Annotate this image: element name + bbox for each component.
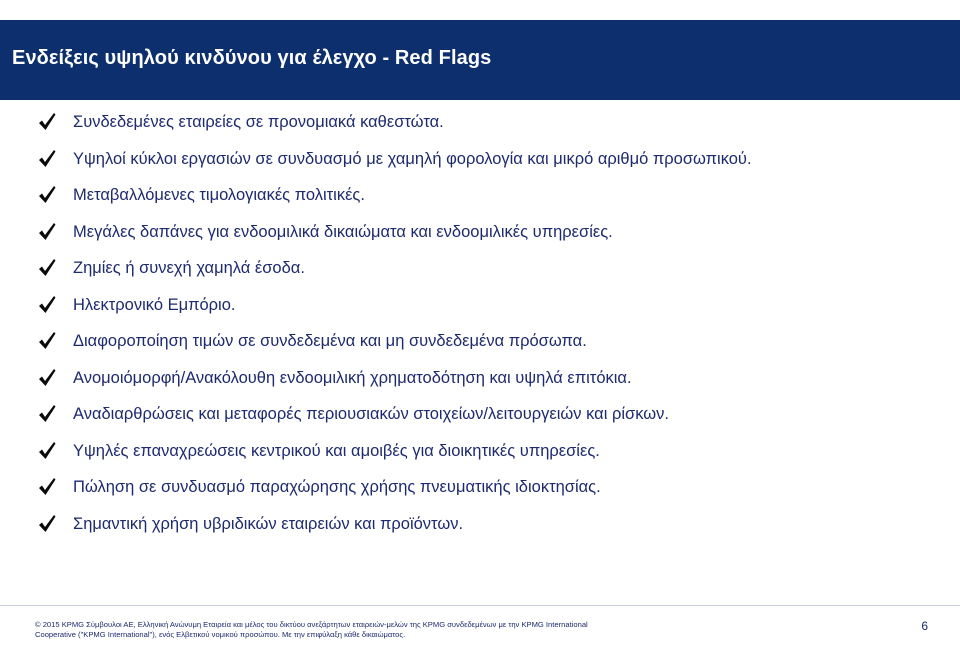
- bullet-text: Υψηλοί κύκλοι εργασιών σε συνδυασμό με χαμηλή φορολογία και μικρό αριθμό προσωπικού.: [73, 149, 752, 168]
- page-number: 6: [921, 619, 928, 633]
- bullet-text: Υψηλές επαναχρεώσεις κεντρικού και αμοιβές για διοικητικές υπηρεσίες.: [73, 441, 600, 460]
- bullet-item: [0, 112, 960, 148]
- footer-line-2: Cooperative ("KPMG International"), ενός Ελβετικού νομικού προσώπου. Με την επιφύλαξη κάθε δικαιώματος.: [35, 630, 406, 639]
- bullet-text: Μεταβαλλόμενες τιμολογιακές πολιτικές.: [73, 186, 365, 204]
- footer-line-1: © 2015 KPMG Σύμβουλοι ΑΕ, Ελληνική Ανώνυμη Εταιρεία και μέλος του δικτύου ανεξάρτητων εταιρειών-μελών της KPMG συνδεδεμένων με την KPMG International: [35, 620, 588, 629]
- bullet-text: Σημαντική χρήση υβριδικών εταιρειών και προϊόντων.: [73, 514, 464, 533]
- bullet-text: Διαφοροποίηση τιμών σε συνδεδεμένα και μη συνδεδεμένα πρόσωπα.: [73, 332, 587, 350]
- checkmark-icon: [38, 258, 56, 278]
- bullet-text: Συνδεδεμένες εταιρείες σε προνομιακά καθεστώτα.: [73, 113, 444, 131]
- bullet-item: [0, 295, 960, 331]
- checkmark-icon: [38, 404, 56, 424]
- bullet-item: [0, 514, 960, 550]
- bullet-item: [0, 222, 960, 258]
- checkmark-icon: [38, 222, 56, 242]
- bullet-item: [0, 404, 960, 440]
- bullet-text: Αναδιαρθρώσεις και μεταφορές περιουσιακών στοιχείων/λειτουργειών και ρίσκων.: [73, 405, 669, 423]
- bullet-text: Πώληση σε συνδυασμό παραχώρησης χρήσης πνευματικής ιδιοκτησίας.: [73, 478, 601, 496]
- bullet-text: Ανομοιόμορφή/Ανακόλουθη ενδοομιλική χρηματοδότηση και υψηλά επιτόκια.: [73, 368, 632, 387]
- bullet-item: [0, 331, 960, 367]
- title-bar: [0, 20, 960, 100]
- checkmark-icon: [38, 149, 56, 169]
- bullet-item: [0, 477, 960, 513]
- checkmark-icon: [38, 477, 56, 497]
- checkmark-icon: [38, 514, 56, 534]
- slide-title: Ενδείξεις υψηλού κινδύνου για έλεγχο - Red Flags: [12, 46, 492, 69]
- bullet-text: Ζημίες ή συνεχή χαμηλά έσοδα.: [73, 259, 305, 277]
- bullet-item: [0, 185, 960, 221]
- bullet-item: [0, 258, 960, 294]
- bullet-text: Μεγάλες δαπάνες για ενδοομιλικά δικαιώματα και ενδοομιλικές υπηρεσίες.: [73, 222, 613, 241]
- footer-divider: [0, 605, 960, 606]
- bullet-text: Ηλεκτρονικό Εμπόριο.: [73, 295, 236, 314]
- checkmark-icon: [38, 112, 56, 132]
- checkmark-icon: [38, 185, 56, 205]
- checkmark-icon: [38, 368, 56, 388]
- checkmark-icon: [38, 441, 56, 461]
- checkmark-icon: [38, 331, 56, 351]
- bullet-item: [0, 149, 960, 185]
- checkmark-icon: [38, 295, 56, 315]
- bullet-item: [0, 441, 960, 477]
- bullet-item: [0, 368, 960, 404]
- footer-copyright: [35, 620, 588, 640]
